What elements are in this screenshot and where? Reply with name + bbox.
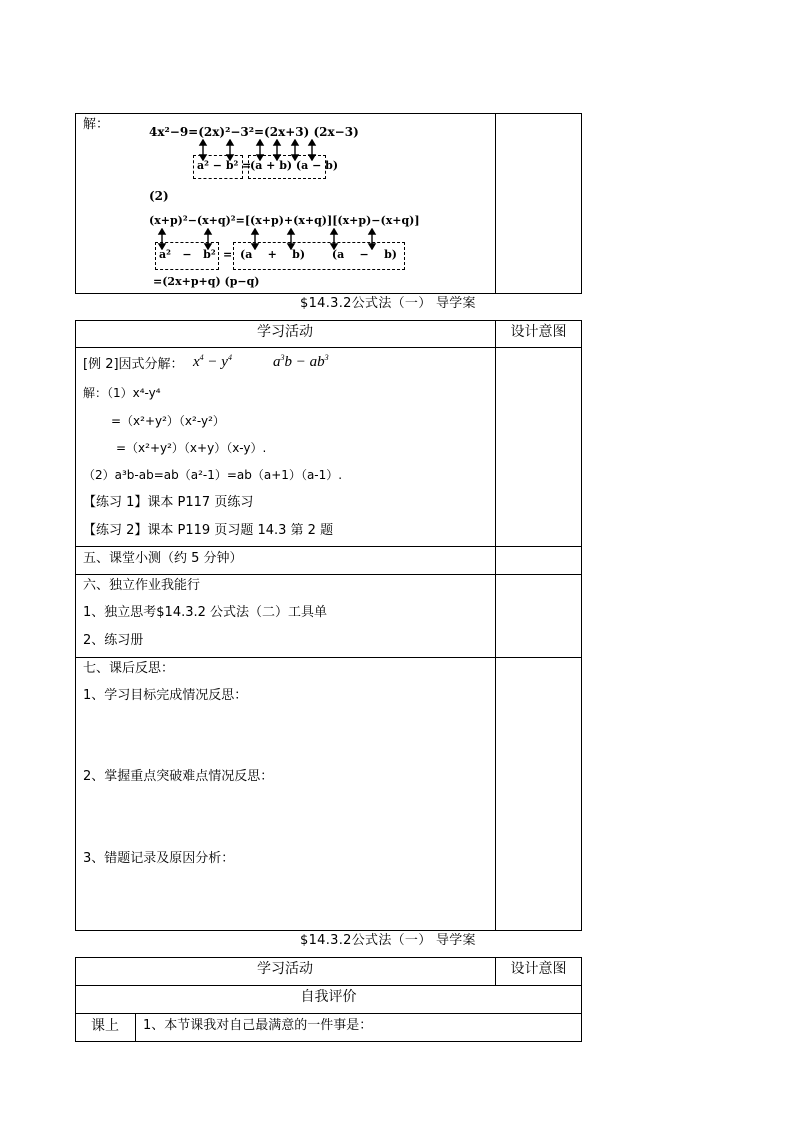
activity-table <box>75 320 582 931</box>
figure-eq-2: = <box>223 248 233 261</box>
solution-line-1: 解：（1）x⁴-y⁴ <box>83 386 161 400</box>
doc-caption-1: $14.3.2公式法（一） 导学案 <box>300 296 476 311</box>
table2-header-intent: 设计意图 <box>510 961 567 977</box>
doc-caption-2: $14.3.2公式法（一） 导学案 <box>300 933 476 948</box>
figure-box-2b-text: (a + b) (a − b) <box>240 248 397 261</box>
example-expression-1: $x^4 - y^4$ <box>193 353 232 370</box>
example-expression-2: $a^3b - ab^3$ <box>273 353 329 370</box>
figure-eq-1: = <box>242 159 252 172</box>
figure-line-1: 4x²−9=(2x)²−3²=(2x+3) (2x−3) <box>149 125 359 139</box>
section-5-quiz: 五、课堂小测（约 5 分钟） <box>83 551 243 566</box>
header-intent: 设计意图 <box>510 324 567 340</box>
solution-label: 解： <box>83 117 110 132</box>
figure-line-2: (x+p)²−(x+q)²=[(x+p)+(x+q)][(x+p)−(x+q)] <box>149 214 420 227</box>
figure-box-2a-text: a² − b² <box>159 248 216 261</box>
section-7-item-3: 3、错题记录及原因分析： <box>83 851 235 866</box>
section-7-item-2: 2、掌握重点突破难点情况反思： <box>83 769 274 784</box>
practice-1: 【练习 1】课本 P117 页练习 <box>83 495 254 510</box>
section-7-title: 七、课后反思： <box>83 661 175 676</box>
example-label: [例 2]因式分解： <box>83 357 184 372</box>
table2-header-activity: 学习活动 <box>257 961 313 977</box>
section-6-item-1: 1、独立思考$14.3.2 公式法（二）工具单 <box>83 605 328 620</box>
row-text-satisfied: 1、本节课我对自己最满意的一件事是： <box>143 1018 373 1033</box>
solution-line-3: =（x²+y²）（x+y）（x-y）. <box>116 441 267 455</box>
section-7-item-1: 1、学习目标完成情况反思： <box>83 688 248 703</box>
header-activity: 学习活动 <box>257 324 313 340</box>
solution-table-divider <box>495 113 496 294</box>
self-evaluation-title: 自我评价 <box>300 989 357 1005</box>
solution-line-2: =（x²+y²）（x²-y²） <box>111 414 225 428</box>
figure-result: =(2x+p+q) (p−q) <box>153 275 260 288</box>
figure-box-1b-text: (a + b) (a − b) <box>250 159 339 172</box>
solution-line-4: （2）a³b-ab=ab（a²-1）=ab（a+1）（a-1）. <box>83 468 343 482</box>
section-6-item-2: 2、练习册 <box>83 633 144 648</box>
section-6-title: 六、独立作业我能行 <box>83 578 201 593</box>
figure-box-1a-text: a² − b² <box>197 159 239 172</box>
row-label-in-class: 课上 <box>91 1018 119 1034</box>
figure-part-2-label: (2) <box>149 189 169 203</box>
activity-table-divider <box>495 320 496 931</box>
practice-2: 【练习 2】课本 P119 页习题 14.3 第 2 题 <box>83 523 334 538</box>
